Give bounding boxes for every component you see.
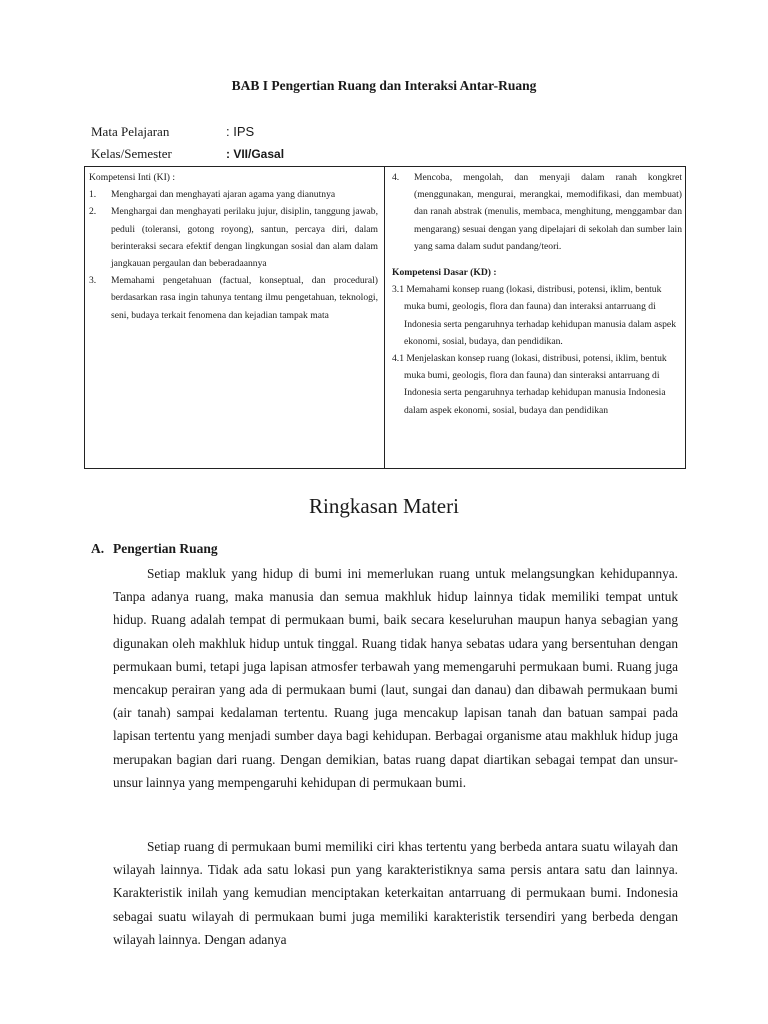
ki-heading: Kompetensi Inti (KI) : — [89, 172, 176, 183]
section-a-letter: A. — [91, 541, 105, 556]
ki-item-number: 4. — [392, 172, 400, 183]
paragraph: Setiap makluk yang hidup di bumi ini memerlukan ruang untuk melangsungkan kehidupannya. Tanpa adanya ruang, maka manusia dan semua makhluk hidup lainnya tidak memiliki tempat untuk hidup. Ruang adalah tempat di permukaan bumi, baik secara keseluruhan maupun hanya sebagian yang digunakan oleh makhluk hidup untuk tinggal. Ruang tidak hanya sebatas udara yang bersentuhan dengan permukaan bumi, tetapi juga lapisan atmosfer terbawah yang memengaruhi permukaan bumi. Ruang juga mencakup perairan yang ada di permukaan bumi (laut, sungai dan danau) dan dibawah permukaan bumi (air tanah) sampai kedalaman tertentu. Ruang juga mencakup lapisan tanah dan batuan sampai pada lapisan tertentu yang menjadi sumber daya bagi kehidupan. Berbagai organisme atau makhluk hidup juga merupakan bagian dari ruang. Dengan demikian, batas ruang dapat diartikan sebagai tempat dan unsur-unsur lainnya yang mempengaruhi kehidupan di permukaan bumi. — [113, 566, 678, 790]
ki-item-text: Menghargai dan menghayati perilaku jujur, disiplin, tanggung jawab, peduli (toleransi, gotong royong), santun, percaya diri, dalam berinteraksi secara efektif dengan lingkungan sosial dan alam dalam jangkauan pergaulan dan beberadaannya — [111, 206, 378, 270]
ki-item — [392, 169, 682, 255]
ki-item — [89, 203, 378, 272]
kd-item: 4.1 Menjelaskan konsep ruang (lokasi, distribusi, potensi, iklim, bentuk muka bumi, geologis, flora dan fauna) dan sinteraksi antarruang di Indonesia serta pengaruhnya terhadap kehidupan manusia Indonesia dalam aspek ekonomi, sosial, budaya dan pendidikan — [392, 353, 667, 416]
ki-item-text: Mencoba, mengolah, dan menyaji dalam ranah kongkret (menggunakan, mengurai, merangkai, memodifikasi, dan membuat) dan ranah abstrak (menulis, membaca, menghitung, menggambar dan mengarang) sesuai dengan yang dipelajari di sekolah dan sumber lain yang sama dalam sudut pandang/teori. — [414, 172, 682, 252]
class-label: Kelas/Semester — [91, 146, 172, 161]
class-value: : VII/Gasal — [226, 147, 285, 161]
subject-row — [91, 124, 254, 140]
ki-item-text: Menghargai dan menghayati ajaran agama yang dianutnya — [111, 189, 336, 201]
ki-item-number: 2. — [89, 206, 97, 218]
subject-value: : IPS — [226, 124, 255, 139]
section-a-title: Pengertian Ruang — [113, 541, 218, 556]
paragraph: Setiap ruang di permukaan bumi memiliki ciri khas tertentu yang berbeda antara suatu wilayah dan wilayah lainnya. Tidak ada satu lokasi pun yang karakteristiknya sama persis antara satu dan lainnya. Karakteristik inilah yang kemudian menciptakan keterkaitan antarruang di permukaan bumi. Indonesia sebagai suatu wilayah di permukaan bumi juga memiliki karakteristik tersendiri yang berbeda dengan wilayah lainnya. Dengan adanya — [113, 839, 678, 947]
kd-heading: Kompetensi Dasar (KD) : — [392, 267, 497, 279]
ki-item-number: 1. — [89, 189, 97, 201]
ki-item — [89, 186, 378, 203]
section-a-heading — [91, 541, 218, 557]
table-column-divider — [384, 167, 385, 468]
competency-table — [84, 166, 686, 469]
ki-column — [89, 169, 378, 324]
summary-title: Ringkasan Materi — [309, 494, 459, 518]
chapter-title: BAB I Pengertian Ruang dan Interaksi Antar-Ruang — [231, 78, 537, 93]
class-row — [91, 146, 284, 162]
ki-item-number: 3. — [89, 275, 97, 287]
ki-item — [89, 272, 378, 324]
ki-item-text: Memahami pengetahuan (factual, konseptual, dan procedural) berdasarkan rasa ingin tahunya tentang ilmu pengetahuan, teknologi, seni, budaya terkait fenomena dan kejadian tampak mata — [111, 275, 378, 321]
subject-label: Mata Pelajaran — [91, 124, 170, 139]
kd-item: 3.1 Memahami konsep ruang (lokasi, distribusi, potensi, iklim, bentuk muka bumi, geologis, flora dan fauna) dan interaksi antarruang di Indonesia serta pengaruhnya terhadap kehidupan manusia dalam aspek ekonomi, sosial, budaya, dan pendidikan. — [392, 284, 676, 347]
kd-column — [392, 169, 682, 419]
